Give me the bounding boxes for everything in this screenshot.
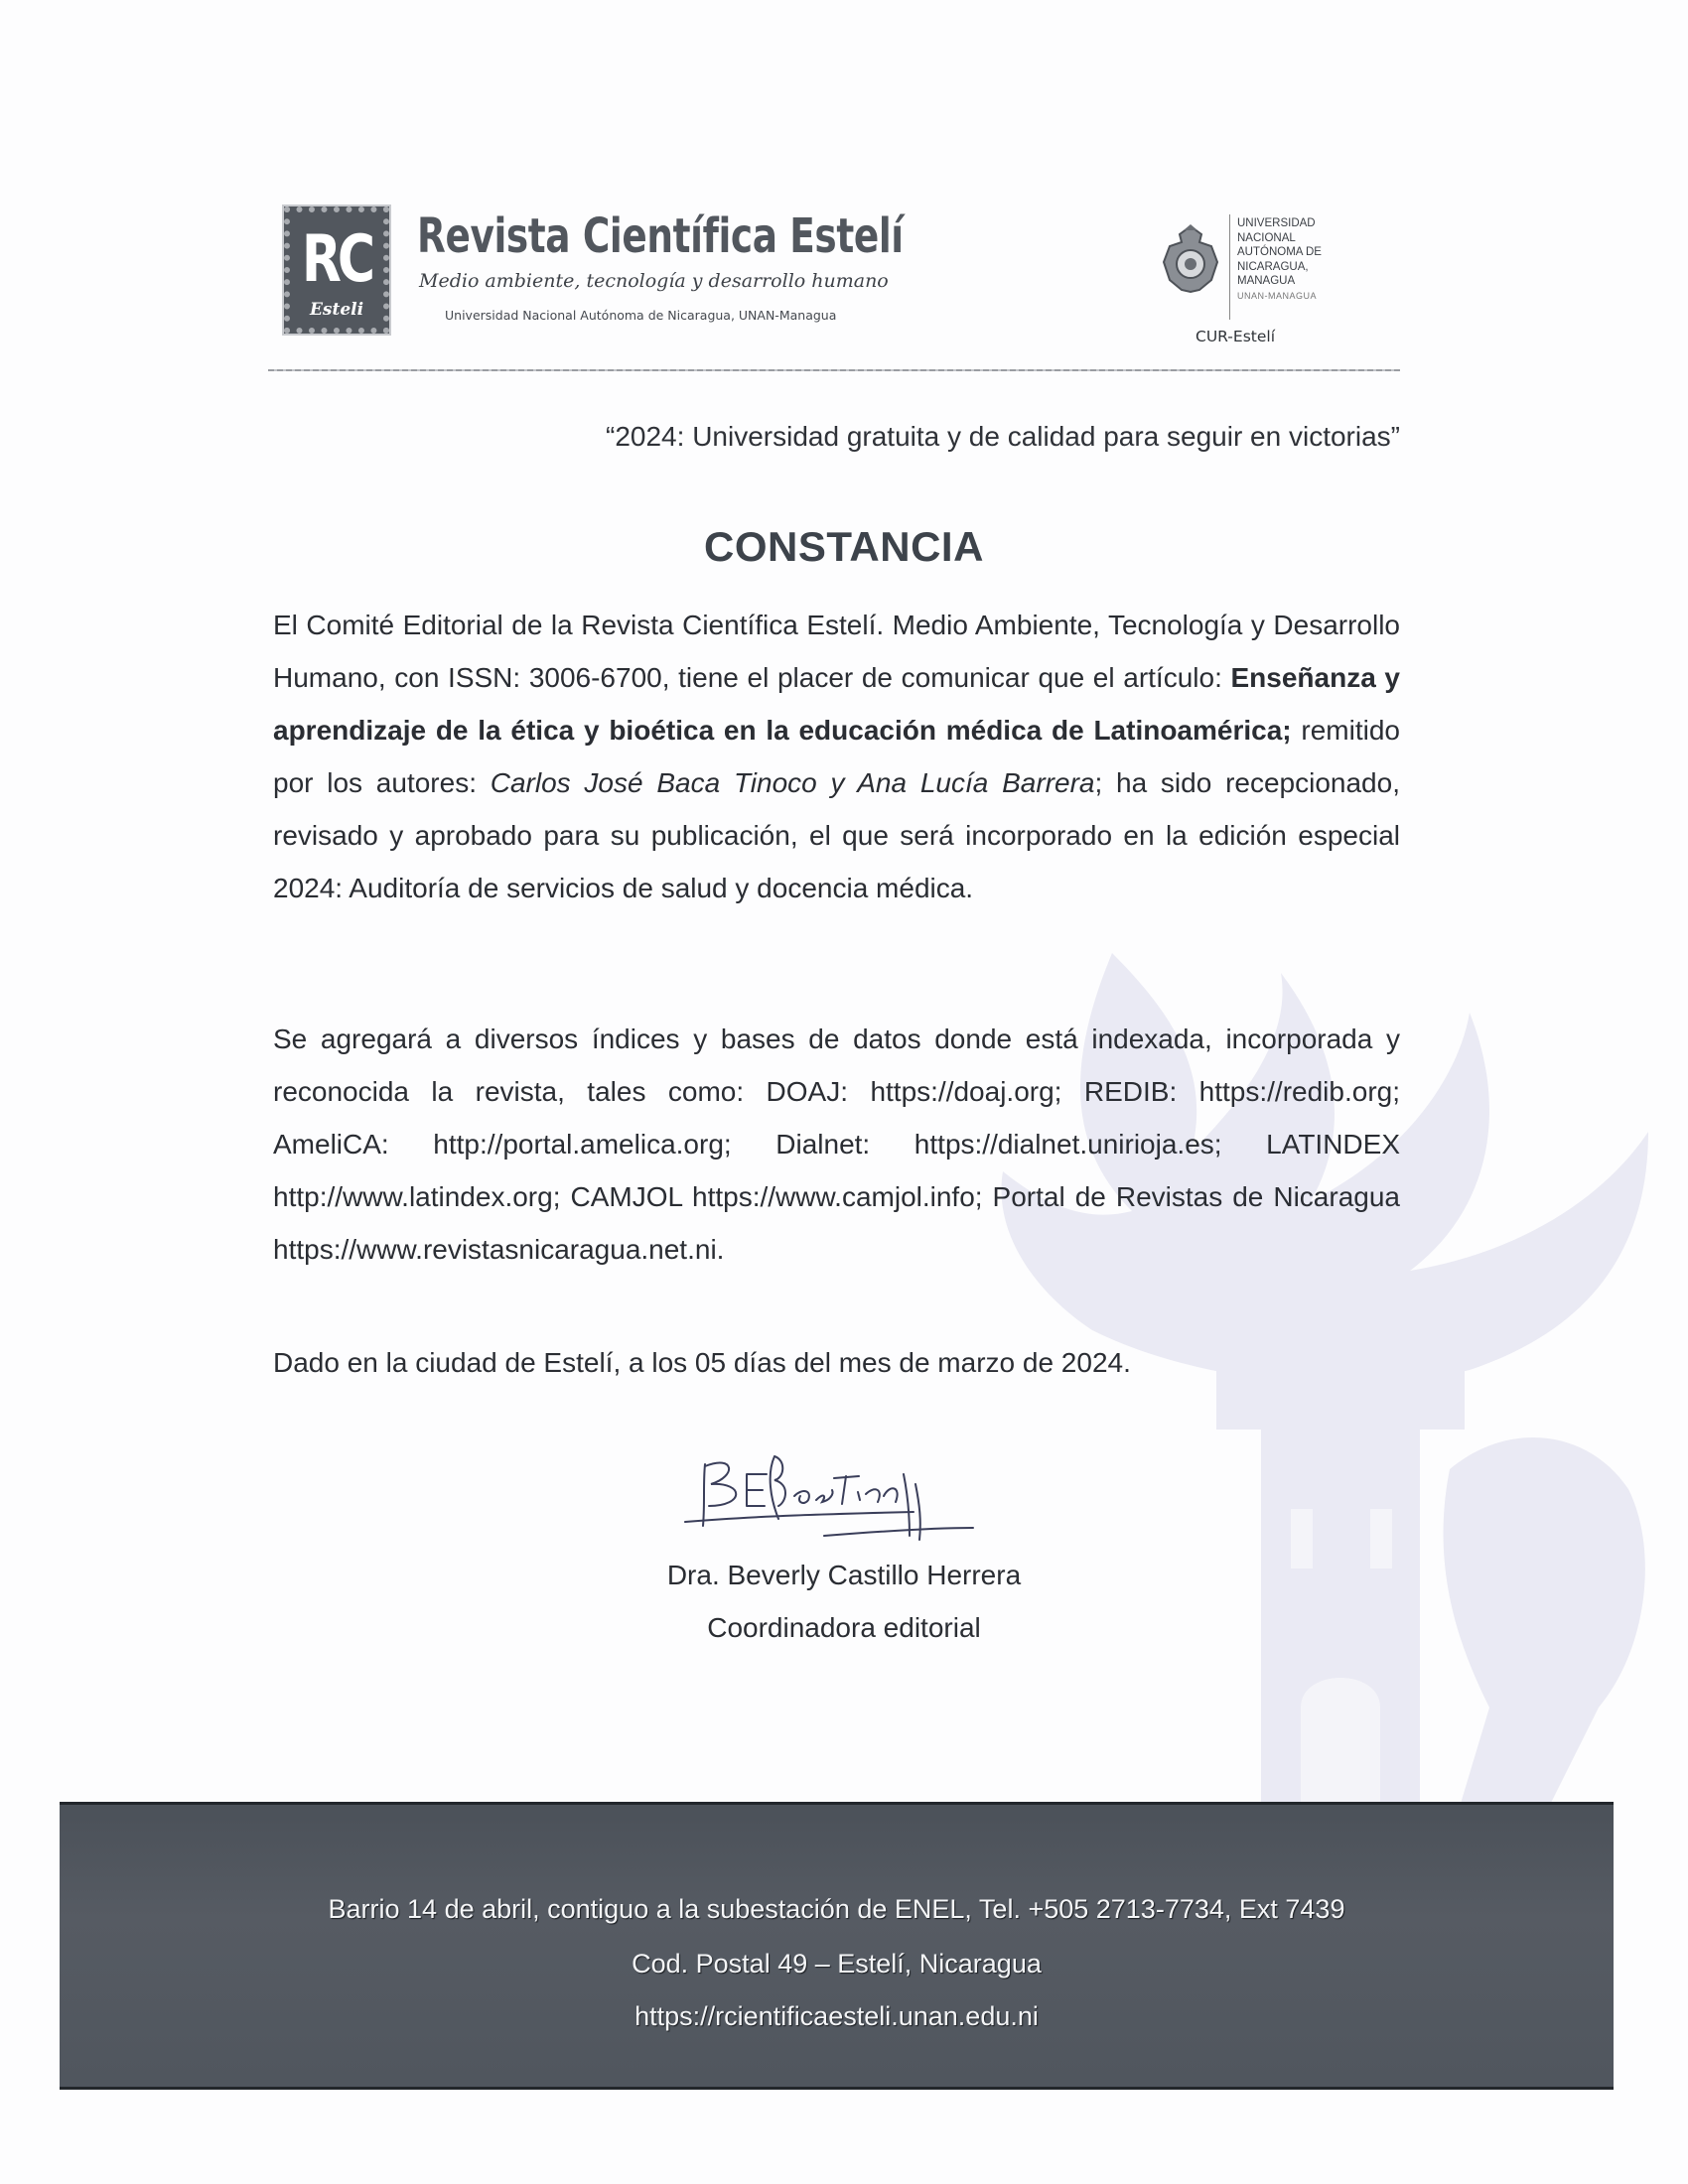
header-divider [268,369,1400,371]
paragraph-date: Dado en la ciudad de Estelí, a los 05 días del mes de marzo de 2024. [273,1347,1131,1378]
signer-role: Coordinadora editorial [707,1612,981,1643]
journal-tagline: Medio ambiente, tecnología y desarrollo humano [419,270,889,292]
unan-line: MANAGUA [1237,275,1296,287]
unan-line: NACIONAL [1237,231,1296,244]
footer-band [60,1802,1614,2090]
unan-logo [1162,206,1360,345]
footer-address: Barrio 14 de abril, contiguo a la subestación de ENEL, Tel. +505 2713-7734, Ext 7439 [328,1894,1345,1924]
handwritten-signature [675,1444,1013,1544]
journal-university: Universidad Nacional Autónoma de Nicaragua, UNAN-Managua [445,308,837,323]
journal-title: Revista Científica Estelí [417,208,904,264]
article-title: Enseñanza y aprendizaje de la ética y bioética en la educación médica de Latinoamérica; [273,662,1400,746]
unan-divider [1229,214,1230,320]
campus-label: CUR-Estelí [1196,328,1275,345]
footer-url[interactable]: https://rcientificaesteli.unan.edu.ni [634,2001,1039,2031]
rc-logo-subtitle: Esteli [309,300,364,320]
unan-line: AUTÓNOMA DE [1237,246,1322,258]
signer-name: Dra. Beverly Castillo Herrera [666,1560,1022,1590]
unan-name [1237,216,1322,303]
paragraph-certification [273,599,1400,914]
unan-line: UNIVERSIDAD [1237,217,1316,229]
footer-postal: Cod. Postal 49 – Estelí, Nicaragua [632,1949,1042,1979]
unan-seal-icon [1162,224,1219,294]
motto: “2024: Universidad gratuita y de calidad para seguir en victorias” [606,421,1400,452]
unan-line: NICARAGUA, [1237,260,1309,273]
authors-label: remitido por los autores: [273,715,1400,798]
document-title: CONSTANCIA [704,523,984,570]
rc-logo-letters: RC [301,222,372,297]
paragraph-indexing: Se agregará a diversos índices y bases de datos donde está indexada, incorporada y reconocida la revista, tales como: DOAJ: https://doaj.org; REDIB: https://redib.org; AmeliCA: http://portal.amelica.org; Dialnet: https://dialnet.unirioja.es; LATINDEX http://www.latindex.org; CAMJOL https://www.camjol.info; Portal de Revistas de Nicaragua https://www.revistasnicaragua.net.ni. [273,1024,1400,1265]
unan-acronym: UNAN-MANAGUA [1237,290,1318,301]
paragraph-intro: El Comité Editorial de la Revista Científica Estelí. Medio Ambiente, Tecnología y Desarrollo Humano, con ISSN: 3006-6700, tiene el placer de comunicar que el artículo: [273,610,1400,693]
authors: Carlos José Baca Tinoco y Ana Lucía Barrera [490,767,1095,798]
letterhead [278,199,1410,347]
rc-logo [284,206,389,334]
paragraph-rest: ; ha sido recepcionado, revisado y aprobado para su publicación, el que será incorporado en la edición especial 2024: Auditoría de servicios de salud y docencia médica. [273,767,1400,903]
